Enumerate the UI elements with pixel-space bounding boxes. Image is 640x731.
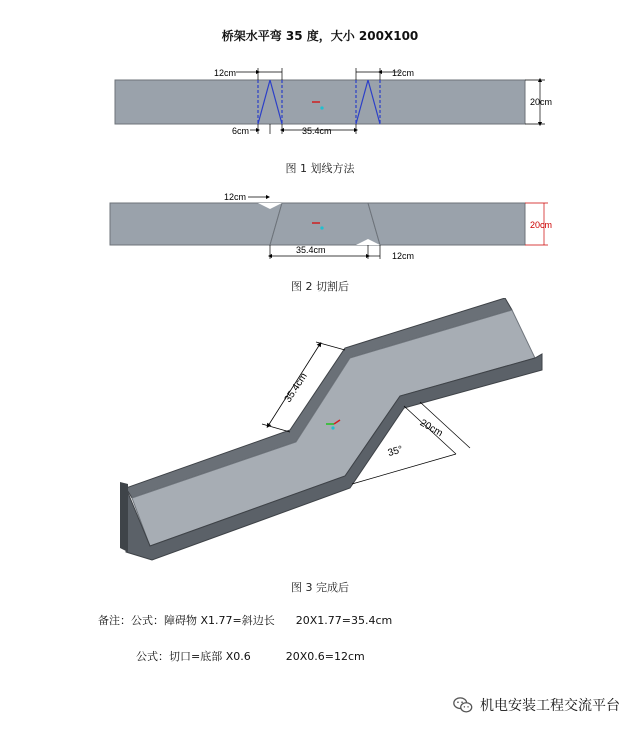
dim-35-4cm: 35.4cm <box>296 245 326 255</box>
dim-20cm: 20cm <box>530 220 553 230</box>
dim-20cm: 20cm <box>417 417 445 440</box>
tray-end-face <box>120 482 128 552</box>
figure-3-finished-tray <box>0 298 640 573</box>
figure-2-caption: 图 2 切割后 <box>291 280 349 293</box>
center-marker <box>320 106 323 109</box>
dim-6cm: 6cm <box>232 126 250 136</box>
dim-12cm-bottom: 12cm <box>392 251 415 261</box>
dim-20cm: 20cm <box>530 97 553 107</box>
wechat-icon <box>452 694 474 716</box>
dim-35-degree: 35° <box>386 444 405 460</box>
page-title: 桥架水平弯 35 度，大小 200X100 <box>221 29 419 43</box>
dim-12cm-top: 12cm <box>224 192 247 202</box>
figure-1-caption: 图 1 划线方法 <box>285 162 355 175</box>
figure-2-cut-diagram <box>0 185 640 270</box>
tray-strip-cut <box>270 203 380 245</box>
figure-3-caption: 图 3 完成后 <box>291 581 349 594</box>
dim-12cm-right: 12cm <box>392 68 415 78</box>
figure-1-marking-diagram <box>0 50 640 160</box>
tray-strip-cut <box>368 203 525 245</box>
dim-35-4cm: 35.4cm <box>302 126 332 136</box>
watermark <box>452 694 620 716</box>
dim-12cm-left: 12cm <box>214 68 237 78</box>
center-marker <box>331 426 334 429</box>
tray-strip-cut <box>110 203 282 245</box>
center-marker <box>320 226 323 229</box>
note-line-2: 公式：切口=底部 X0.6 20X0.6=12cm <box>136 650 365 663</box>
watermark-text: 机电安装工程交流平台 <box>480 698 620 714</box>
dim-35-4cm: 35.4cm <box>282 371 310 405</box>
note-line-1: 备注：公式：障碍物 X1.77=斜边长 20X1.77=35.4cm <box>98 614 393 627</box>
